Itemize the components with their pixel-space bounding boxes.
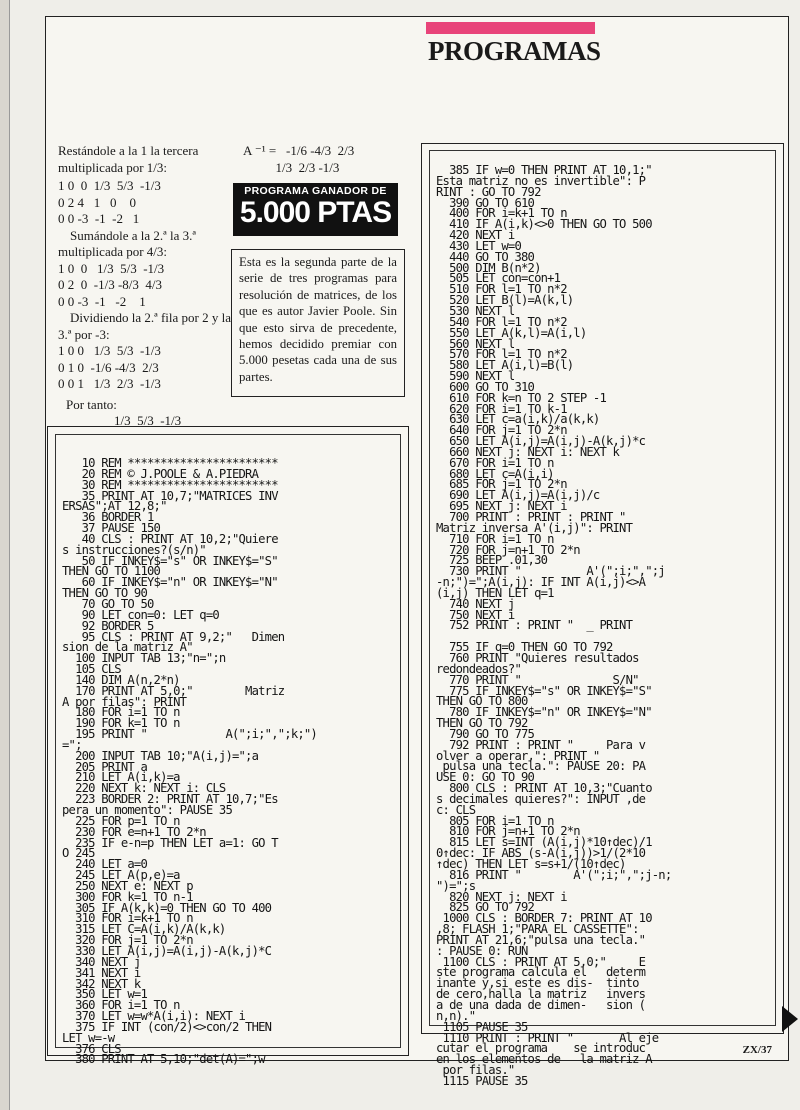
prize-banner-line1: PROGRAMA GANADOR DE <box>244 185 387 197</box>
section-color-bar <box>426 22 595 34</box>
result-row: 1/3 5/3 -1/3 <box>114 413 182 428</box>
matrix-steps <box>58 143 238 430</box>
continue-arrow-icon <box>782 1006 798 1032</box>
step2-intro: Sumándole a la 2.ª la 3.ª multiplicada por 4/3: <box>58 227 196 259</box>
step2-row: 1 0 0 1/3 5/3 -1/3 <box>58 260 165 276</box>
program-listing-left: 10 REM *********************** 20 REM © J.POOLE & A.PIEDRA 30 REM *********************** 35 PRINT AT 10,7;"MATRICES INV ERSAS";AT 12,8;" 36 BORDER 1 37 PAUSE 150 40 CLS : PRINT AT 10,2;"Quiere s instrucciones?(s/n)" 50 IF INKEY$="s" OR INKEY$="S" THEN GO TO 1100 60 IF INKEY$="n" OR INKEY$="N" THEN GO TO 90 70 GO TO 50 90 LET con=0: LET q=0 92 BORDER 5 95 CLS : PRINT AT 9,2;" Dimen sion de la matriz A" 100 INPUT TAB 13;"n=";n 105 CLS 140 DIM A(n,2*n) 170 PRINT AT 5,0;" Matriz A por filas": PRINT 180 FOR i=1 TO n 190 FOR k=1 TO n 195 PRINT " A(";i;",";k;") ="; 200 INPUT TAB 10;"A(i,j)=";a 205 PRINT a 210 LET A(i,k)=a 220 NEXT k: NEXT i: CLS 223 BORDER 2: PRINT AT 10,7;"Es pera un momento": PAUSE 35 225 FOR p=1 TO n 230 FOR e=n+1 TO 2*n 235 IF e-n=p THEN LET a=1: GO T O 245 240 LET a=0 245 LET A(p,e)=a 250 NEXT e: NEXT p 300 FOR k=1 TO n-1 305 IF A(k,k)=0 THEN GO TO 400 310 FOR i=k+1 TO n 315 LET C=A(i,k)/A(k,k) 320 FOR j=1 TO 2*n 330 LET A(i,j)=A(i,j)-A(k,j)*C 340 NEXT j 341 NEXT i 342 NEXT k 350 LET w=1 360 FOR i=1 TO n 370 LET w=w*A(i,i): NEXT i 375 IF INT (con/2)<>con/2 THEN LET w=-w 376 CLS 380 PRINT AT 5,10;"det(A)=";w <box>62 456 317 1067</box>
program-listing-right: 385 IF w=0 THEN PRINT AT 10,1;" Esta matriz no es invertible": P RINT : GO TO 792 390 GO TO 610 400 FOR i=k+1 TO n 410 IF A(i,k)<>0 THEN GO TO 500 420 NEXT i 430 LET w=0 440 GO TO 380 500 DIM B(n*2) 505 LET con=con+1 510 FOR l=1 TO n*2 520 LET B(l)=A(k,l) 530 NEXT l 540 FOR l=1 TO n*2 550 LET A(k,l)=A(i,l) 560 NEXT l 570 FOR l=1 TO n*2 580 LET A(i,l)=B(l) 590 NEXT l 600 GO TO 310 610 FOR k=n TO 2 STEP -1 620 FOR i=1 TO k-1 630 LET c=a(i,k)/a(k,k) 640 FOR j=1 TO 2*n 650 LET A(i,j)=A(i,j)-A(k,j)*c 660 NEXT j: NEXT i: NEXT k 670 FOR i=1 TO n 680 LET c=A(i,i) 685 FOR j=1 TO 2*n 690 LET A(i,j)=A(i,j)/c 695 NEXT j: NEXT i 700 PRINT : PRINT : PRINT " Matriz inversa A'(i,j)": PRINT 710 FOR i=1 TO n 720 FOR j=n+1 TO 2*n 725 BEEP .01,30 730 PRINT " A'(";i;",";j -n;")=";A(i,j): IF INT A(i,j)<>A (i,j) THEN LET q=1 740 NEXT j 750 NEXT i 752 PRINT : PRINT " _ PRINT 755 IF q=0 THEN GO TO 792 760 PRINT "Quieres resultados redondeados?" 770 PRINT " S/N" 775 IF INKEY$="s" OR INKEY$="S" THEN GO TO 800 780 IF INKEY$="n" OR INKEY$="N" THEN GO TO 792 790 GO TO 775 792 PRINT : PRINT " Para v olver a operar,": PRINT " pulsa una tecla.": PAUSE 20: PA USE 0: GO TO 90 800 CLS : PRINT AT 10,3;"Cuanto s decimales quieres?": INPUT ,de c: CLS 805 FOR i=1 TO n 810 FOR j=n+1 TO 2*n 815 LET s=INT (A(i,j)*10↑dec)/1 0↑dec: IF ABS (s-A(i,j))>1/(2*10 ↑dec) THEN LET s=s+1/(10↑dec) 816 PRINT " A'(";i;",";j-n; ")=";s 820 NEXT j: NEXT i 825 GO TO 792 1000 CLS : BORDER 7: PRINT AT 10 ,8; FLASH 1;"PARA EL CASSETTE": PRINT AT 21,6;"pulsa una tecla." : PAUSE 0: RUN 1100 CLS : PRINT AT 5,0;" E ste programa calcula el determ inante y,si este es dis- tinto de cero,halla la matriz invers a de una dada de dimen- sion ( n,n)." 1105 PAUSE 35 1110 PRINT : PRINT " Al eje cutar el programa se introduc en los elementos de la matriz A por filas." 1115 PAUSE 35 <box>436 163 672 1088</box>
section-title: PROGRAMAS <box>428 36 601 66</box>
inverse-matrix: A ⁻¹ = -1/6 -4/3 2/3 1/3 2/3 -1/3 <box>243 143 355 175</box>
step3-row: 0 0 1 1/3 2/3 -1/3 <box>58 376 161 391</box>
prize-banner-amount: 5.000 PTAS <box>239 196 392 229</box>
page-number: ZX/37 <box>742 1044 772 1056</box>
step3-row: 0 1 0 -1/6 -4/3 2/3 <box>58 359 159 375</box>
step3-row: 1 0 0 1/3 5/3 -1/3 <box>58 343 161 358</box>
conclusion: Por tanto: <box>66 396 117 412</box>
step3-intro: Dividiendo la 2.ª fila por 2 y la 3.ª por -3: <box>58 310 231 342</box>
adjacent-page-edge <box>0 0 10 1110</box>
step1-row: 1 0 0 1/3 5/3 -1/3 <box>58 178 161 193</box>
info-box: Esta es la segunda parte de la serie de tres programas para resolución de matrices, de los que es autor Javier Poole. Sin que esto sirva de precedente, hemos decidido premiar con 5.000 pesetas cada una de sus partes. <box>231 249 405 397</box>
prize-banner <box>233 183 398 236</box>
step1-row: 0 0 -3 -1 -2 1 <box>58 211 140 226</box>
step2-row: 0 2 0 -1/3 -8/3 4/3 <box>58 277 162 292</box>
step1-row: 0 2 4 1 0 0 <box>58 194 136 210</box>
step2-row: 0 0 -3 -1 -2 1 <box>58 293 146 309</box>
step1-intro: Restándole a la 1 la tercera multiplicada por 1/3: <box>58 143 199 175</box>
